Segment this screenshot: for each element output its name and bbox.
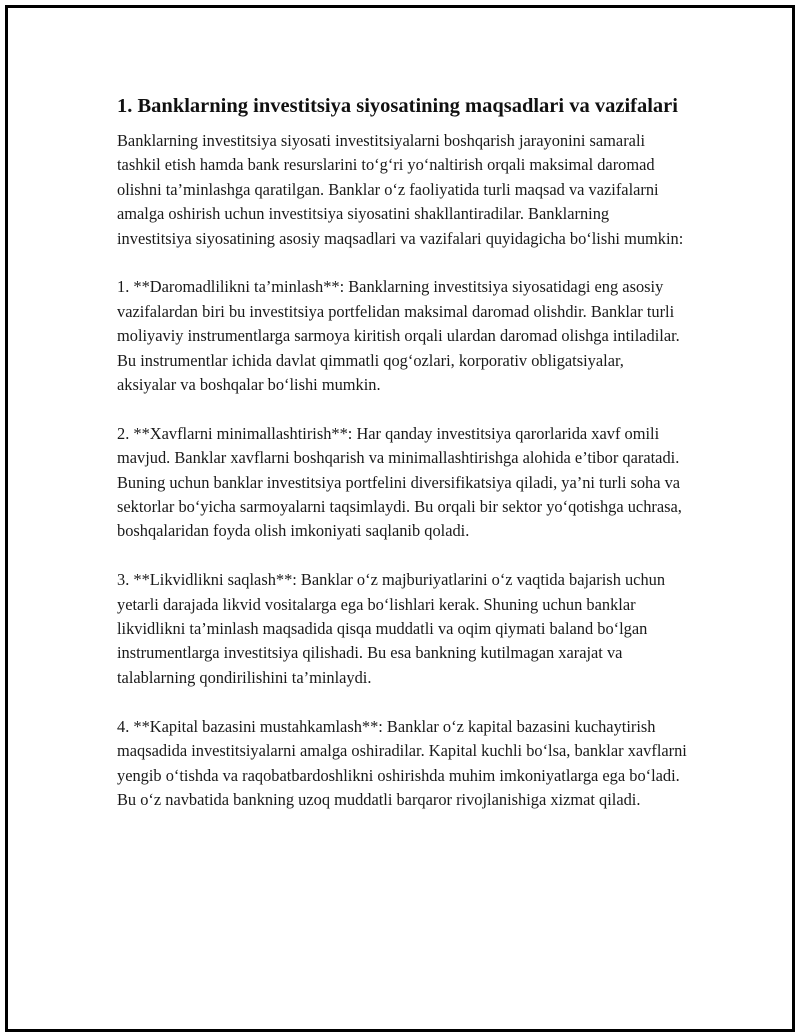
- section-heading: 1. Banklarning investitsiya siyosatining maqsadlari va vazifalari: [117, 95, 678, 117]
- intro-paragraph: Banklarning investitsiya siyosati investitsiyalarni boshqarish jarayonini samarali tashkil etish hamda bank resurslarini to‘g‘ri yo‘naltirish orqali maksimal daromad olishni ta’minlashga qaratilgan. Banklar o‘z faoliyatida turli maqsad va vazifalarni amalga oshirish uchun investitsiya siyosatini shakllantiradilar. Banklarning investitsiya siyosatining asosiy maqsadlari va vazifalari quyidagicha bo‘lishi mumkin:: [117, 131, 684, 248]
- list-item-liquidity: 3. **Likvidlikni saqlash**: Banklar o‘z majburiyatlarini o‘z vaqtida bajarish uchun yetarli darajada likvid vositalarga ega bo‘lishlari kerak. Shuning uchun banklar likvidlikni ta’minlash maqsadida qisqa muddatli va oqim qiymati baland bo‘lgan instrumentlarga investitsiya qilishadi. Bu esa bankning kutilmagan xarajat va talablarning qondirilishini ta’minlaydi.: [117, 570, 666, 687]
- list-item-profitability: 1. **Daromadlilikni ta’minlash**: Banklarning investitsiya siyosatidagi eng asosiy vazifalardan biri bu investitsiya portfelidan maksimal daromad olishdir. Banklar turli moliyaviy instrumentlarga sarmoya kiritish orqali ulardan daromad olishga intiladilar. Bu instrumentlar ichida davlat qimmatli qog‘ozlari, korporativ obligatsiyalar, aksiyalar va boshqalar bo‘lishi mumkin.: [117, 277, 680, 395]
- list-item-capital-base: 4. **Kapital bazasini mustahkamlash**: Banklar o‘z kapital bazasini kuchaytirish maqsadida investitsiyalarni amalga oshiradilar. Kapital kuchli bo‘lsa, banklar xavflarni yengib o‘tishda va raqobatbardoshlikni oshirishda muhim imkoniyatlarga ega bo‘ladi. Bu o‘z navbatida bankning uzoq muddatli barqaror rivojlanishiga xizmat qiladi.: [117, 716, 687, 809]
- document-body: [117, 93, 687, 837]
- list-item-risk-minimization: 2. **Xavflarni minimallashtirish**: Har qanday investitsiya qarorlarida xavf omili mavjud. Banklar xavflarni boshqarish va minimallashtirishga alohida e’tibor qaratadi. Buning uchun banklar investitsiya portfelini diversifikatsiya qiladi, ya’ni turli soha va sektorlar bo‘yicha sarmoyalarni taqsimlaydi. Bu orqali bir sektor yo‘qotishga uchrasa, boshqalaridan foyda olish imkoniyati saqlanib qoladi.: [117, 423, 682, 541]
